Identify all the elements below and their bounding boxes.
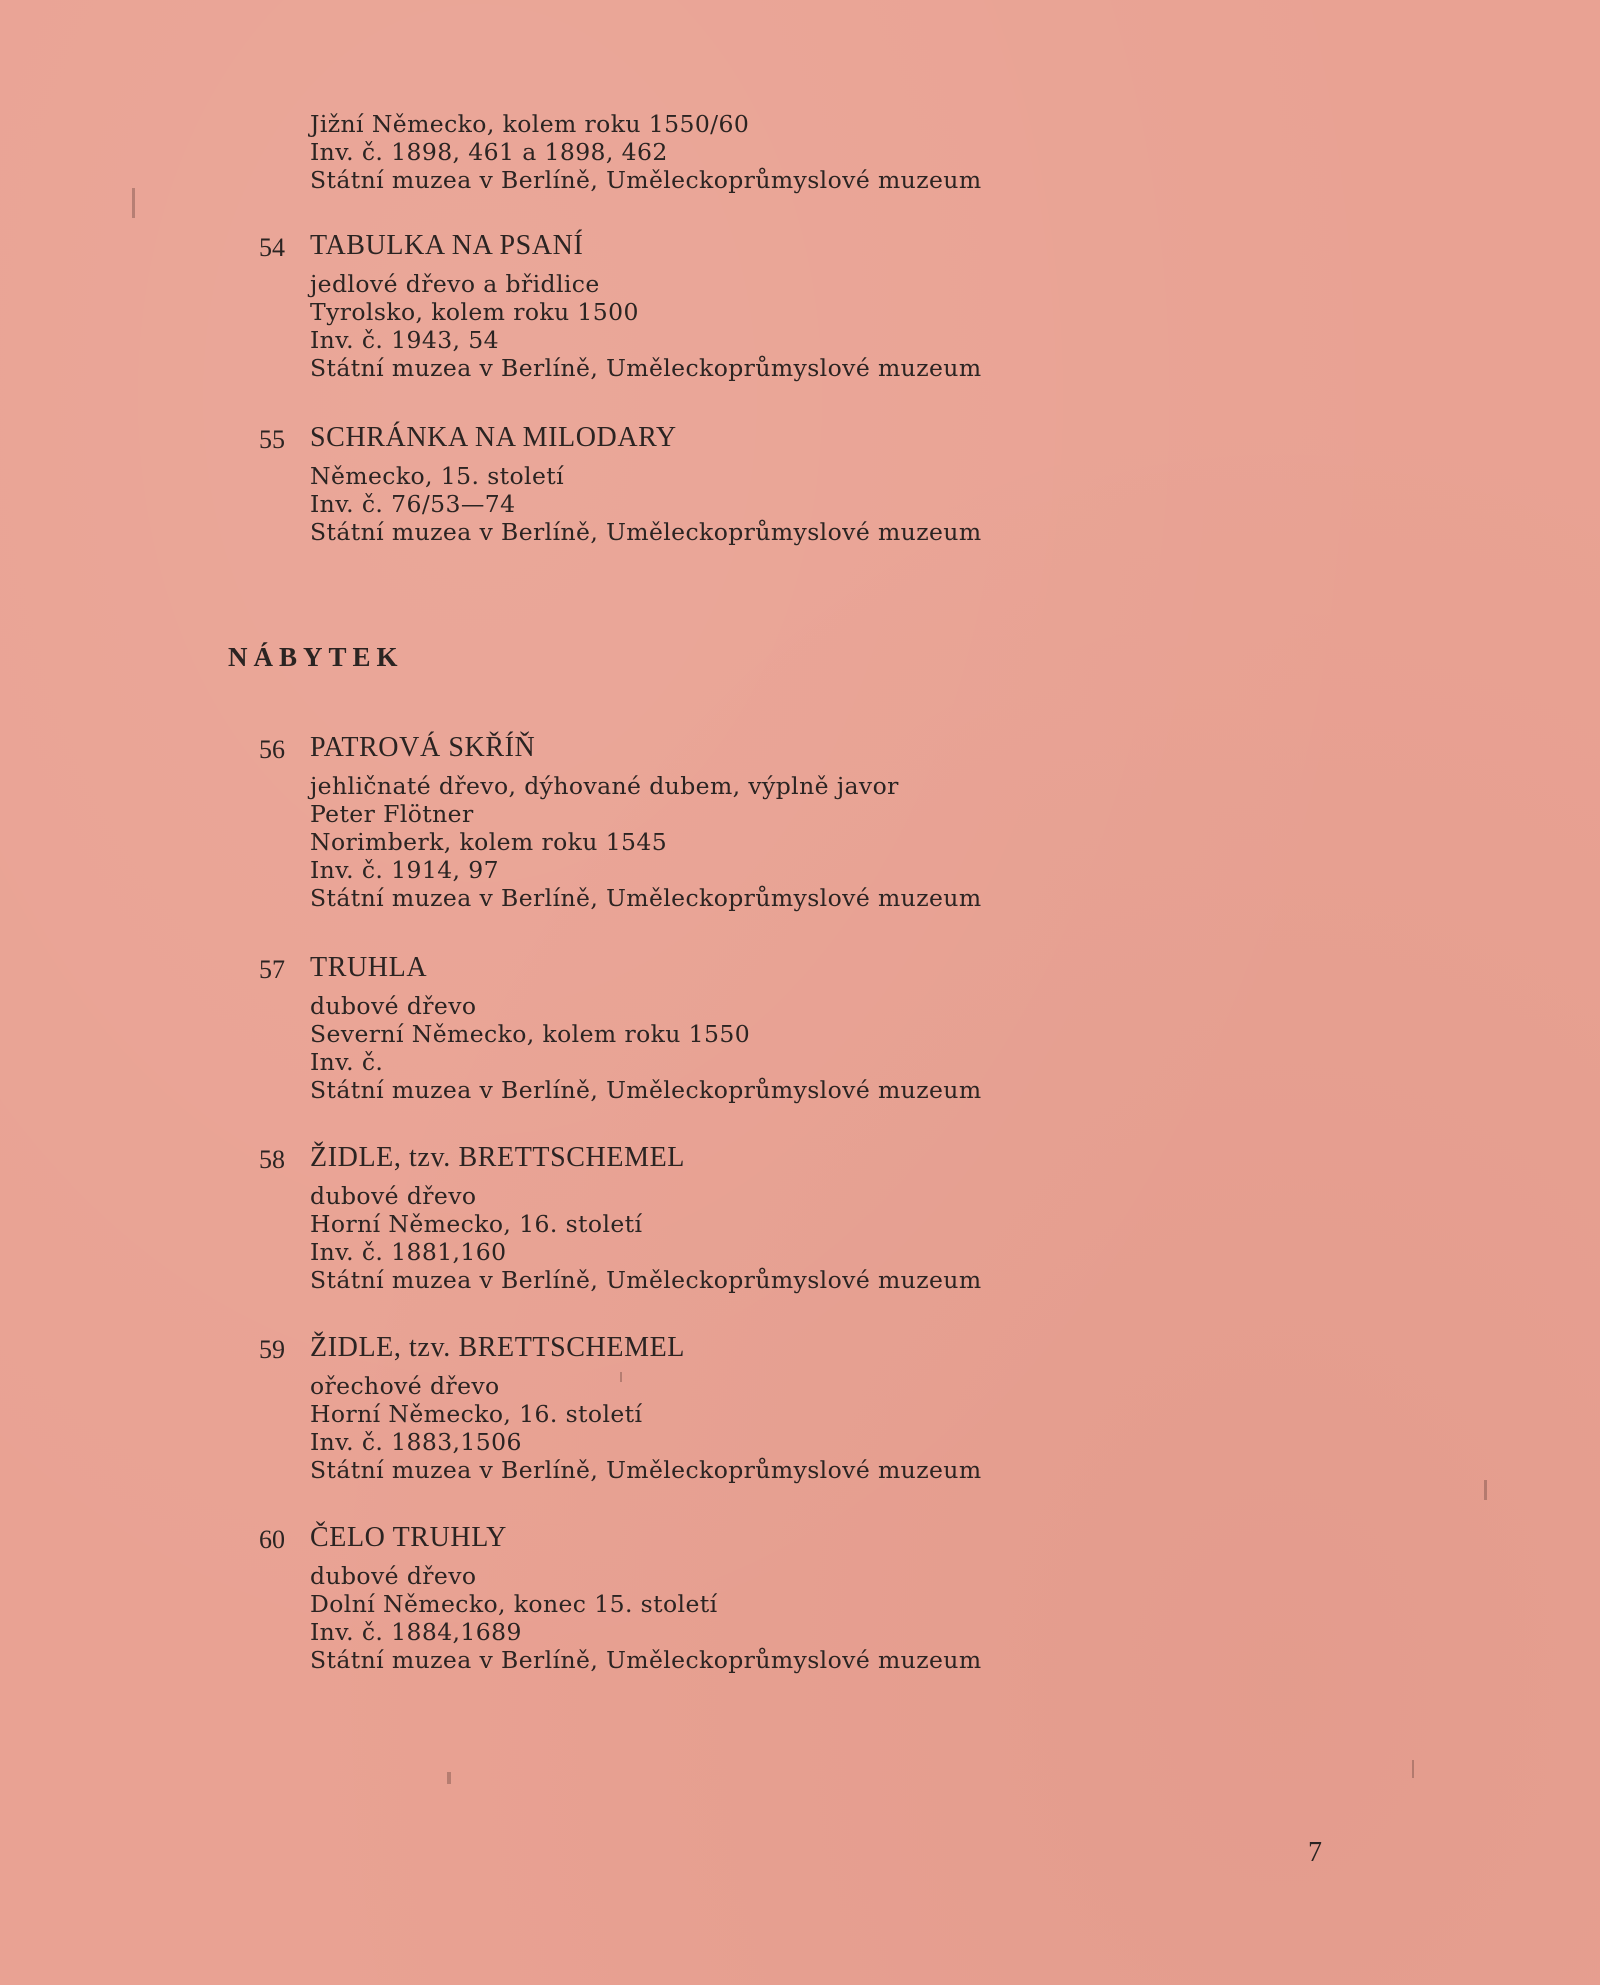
entry-number: 60 [259,1525,285,1554]
entry-line: ořechové dřevo [310,1372,500,1400]
entry-line: Inv. č. 1914, 97 [310,856,499,884]
entry-line: Německo, 15. století [310,462,565,490]
entry-line: Inv. č. 1884,1689 [310,1618,522,1646]
paper-speck [1484,1480,1487,1500]
entry-title: PATROVÁ SKŘÍŇ [310,732,536,763]
catalog-entry-56 [259,732,982,912]
entry-line: Státní muzea v Berlíně, Uměleckoprůmyslové muzeum [310,1266,982,1294]
entry-number: 59 [259,1335,285,1364]
entry-line: jehličnaté dřevo, dýhované dubem, výplně javor [310,772,899,800]
entry-line: Dolní Německo, konec 15. století [310,1590,718,1618]
entry-line: Státní muzea v Berlíně, Uměleckoprůmyslové muzeum [310,518,982,546]
entry-line: Státní muzea v Berlíně, Uměleckoprůmyslové muzeum [310,1646,982,1674]
entry-line: Inv. č. 1943, 54 [310,326,499,354]
paper-speck [132,188,135,218]
entry-line: Státní muzea v Berlíně, Uměleckoprůmyslové muzeum [310,1076,982,1104]
entry-number: 56 [259,735,285,764]
page-number: 7 [1308,1837,1322,1868]
entry-title: TABULKA NA PSANÍ [310,230,584,261]
entry-number: 57 [259,955,285,984]
entry-line: Inv. č. 1881,160 [310,1238,507,1266]
catalog-entry-59 [259,1332,982,1484]
continuation-entry [310,110,982,194]
catalog-entry-55 [259,422,982,546]
entry-line: Horní Německo, 16. století [310,1210,643,1238]
entry-line: Inv. č. 1883,1506 [310,1428,522,1456]
entry-line: Jižní Německo, kolem roku 1550/60 [310,110,750,138]
entry-line: Peter Flötner [310,800,474,828]
entry-line: Tyrolsko, kolem roku 1500 [310,298,639,326]
entry-number: 58 [259,1145,285,1174]
entry-title: ŽIDLE, tzv. BRETTSCHEMEL [310,1332,685,1363]
entry-title: ŽIDLE, tzv. BRETTSCHEMEL [310,1142,685,1173]
paper-speck [1412,1760,1414,1778]
entry-line: Severní Německo, kolem roku 1550 [310,1020,751,1048]
entry-line: Inv. č. 1898, 461 a 1898, 462 [310,138,668,166]
catalog-entry-57 [259,952,982,1104]
entry-number: 54 [259,233,285,262]
entry-line: dubové dřevo [310,1182,477,1210]
entry-line: Inv. č. [310,1048,384,1076]
entry-line: dubové dřevo [310,992,477,1020]
entry-number: 55 [259,425,285,454]
catalog-entry-58 [259,1142,982,1294]
entry-line: Horní Německo, 16. století [310,1400,643,1428]
catalog-entry-54 [259,230,982,382]
entry-line: Státní muzea v Berlíně, Uměleckoprůmyslové muzeum [310,884,982,912]
entry-title: SCHRÁNKA NA MILODARY [310,422,677,453]
entry-line: Inv. č. 76/53—74 [310,490,516,518]
entry-line: Státní muzea v Berlíně, Uměleckoprůmyslové muzeum [310,354,982,382]
entry-line: Státní muzea v Berlíně, Uměleckoprůmyslové muzeum [310,1456,982,1484]
paper-speck [447,1772,451,1784]
catalog-entry-60 [259,1522,982,1674]
entry-title: ČELO TRUHLY [310,1522,507,1553]
entry-title: TRUHLA [310,952,428,983]
entry-line: dubové dřevo [310,1562,477,1590]
section-title: NÁBYTEK [228,642,404,672]
entry-line: Norimberk, kolem roku 1545 [310,828,668,856]
entry-line: jedlové dřevo a břidlice [310,270,600,298]
entry-line: Státní muzea v Berlíně, Uměleckoprůmyslové muzeum [310,166,982,194]
